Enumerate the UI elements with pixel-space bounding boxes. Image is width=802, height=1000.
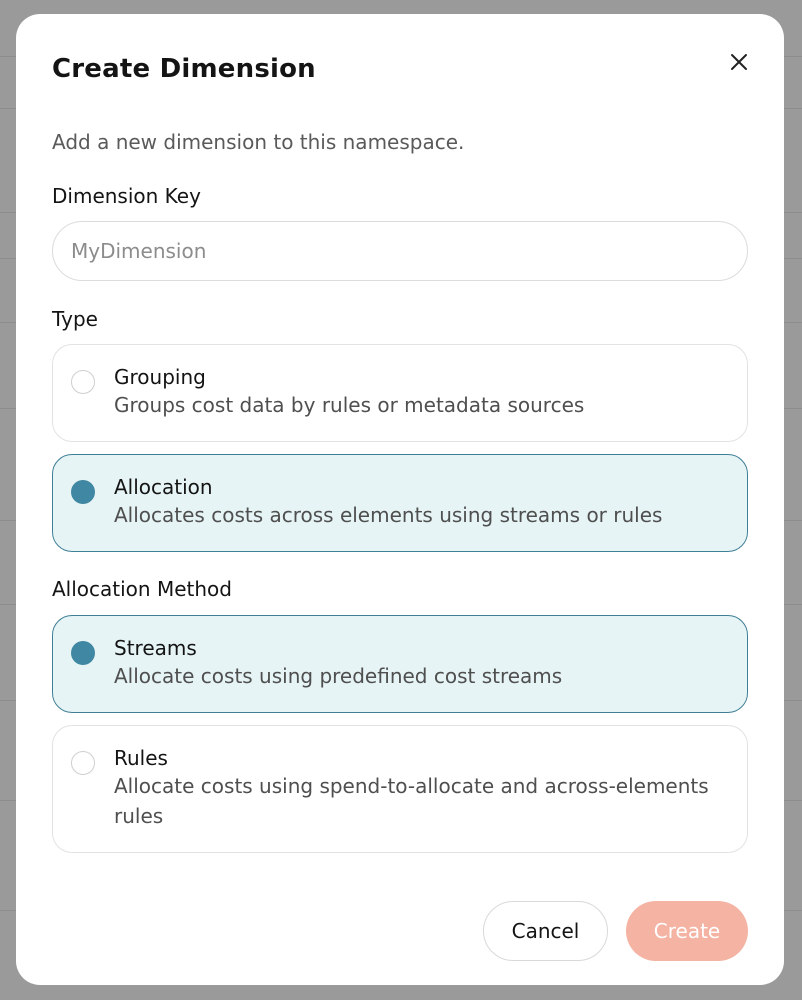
close-button[interactable] [725, 48, 753, 76]
option-description: Allocate costs using spend-to-allocate and across-elements rules [114, 774, 709, 828]
radio-button-selected[interactable] [71, 641, 95, 665]
option-title: Rules [114, 746, 168, 770]
option-description: Groups cost data by rules or metadata sources [114, 393, 585, 417]
dimension-key-input[interactable] [52, 221, 748, 281]
radio-button[interactable] [71, 370, 95, 394]
radio-button-selected[interactable] [71, 480, 95, 504]
option-title: Streams [114, 636, 197, 660]
option-description: Allocate costs using predefined cost streams [114, 664, 563, 688]
type-option-grouping[interactable] [52, 344, 748, 442]
allocation-method-label: Allocation Method [52, 577, 232, 601]
type-option-allocation[interactable] [52, 454, 748, 552]
create-button[interactable]: Create [626, 901, 748, 961]
radio-button[interactable] [71, 751, 95, 775]
create-dimension-dialog [16, 14, 784, 985]
option-title: Allocation [114, 475, 213, 499]
type-label: Type [52, 307, 98, 331]
option-title: Grouping [114, 365, 206, 389]
dimension-key-label: Dimension Key [52, 184, 201, 208]
close-icon [730, 53, 748, 71]
method-option-rules[interactable] [52, 725, 748, 853]
option-description: Allocates costs across elements using streams or rules [114, 503, 663, 527]
cancel-button[interactable]: Cancel [483, 901, 608, 961]
dialog-title: Create Dimension [52, 54, 316, 84]
dialog-description: Add a new dimension to this namespace. [52, 130, 465, 154]
method-option-streams[interactable] [52, 615, 748, 713]
